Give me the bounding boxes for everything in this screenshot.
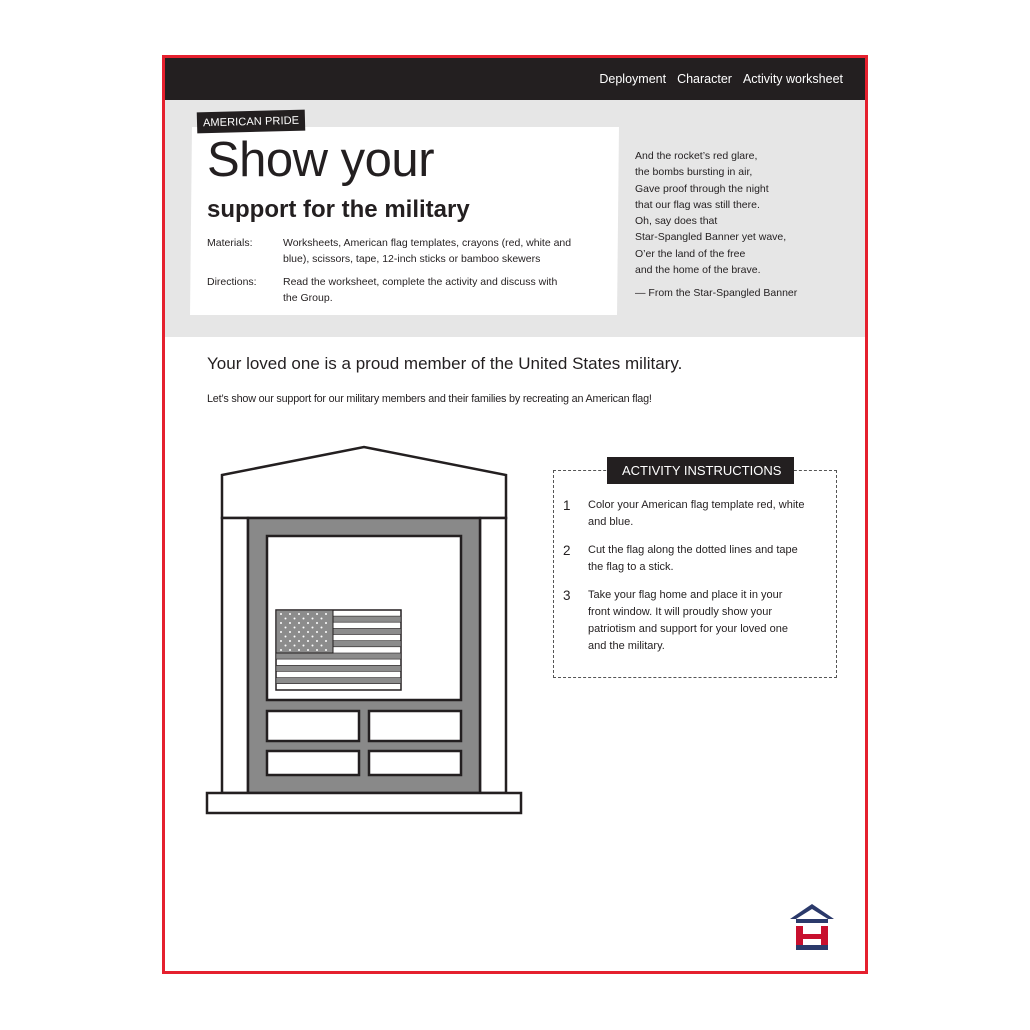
poem-line: Gave proof through the night xyxy=(635,182,769,195)
instructions-title: ACTIVITY INSTRUCTIONS xyxy=(607,457,794,484)
poem-line: the bombs bursting in air, xyxy=(635,166,753,179)
poem-quote xyxy=(635,148,797,302)
materials-row xyxy=(207,235,573,267)
page-subtitle: support for the military xyxy=(207,196,470,223)
section-heading: Your loved one is a proud member of the United States military. xyxy=(207,354,683,373)
intro-text: Let’s show our support for our military members and their families by recreating an American flag! xyxy=(207,393,652,405)
nav-item-deployment[interactable]: Deployment xyxy=(599,72,667,86)
house-logo-icon xyxy=(788,902,836,952)
directions-value: Read the worksheet, complete the activity and discuss with the Group. xyxy=(283,276,558,304)
instruction-step xyxy=(563,542,808,576)
materials-label: Materials: xyxy=(207,237,253,249)
nav-item-character[interactable]: Character xyxy=(677,72,732,86)
materials-value: Worksheets, American flag templates, crayons (red, white and blue), scissors, tape, 12-inch sticks or bamboo skewers xyxy=(283,237,572,265)
step-text: Take your flag home and place it in your front window. It will proudly show your patriotism and support for your loved one and the military. xyxy=(588,589,788,652)
page-title: Show your xyxy=(207,133,435,187)
instruction-step xyxy=(563,587,803,655)
poem-citation: — From the Star-Spangled Banner xyxy=(635,287,798,300)
step-number: 3 xyxy=(563,588,571,603)
step-text: Cut the flag along the dotted lines and tape the flag to a stick. xyxy=(588,544,798,573)
directions-row xyxy=(207,274,573,306)
poem-line: O’er the land of the free xyxy=(635,247,746,260)
worksheet-page xyxy=(162,55,868,974)
poem-line: And the rocket’s red glare, xyxy=(635,150,758,162)
nav-item-activity-worksheet[interactable]: Activity worksheet xyxy=(742,72,843,86)
instruction-step xyxy=(563,497,808,531)
top-nav xyxy=(165,58,865,100)
step-text: Color your American flag template red, white and blue. xyxy=(588,499,805,528)
poem-line: and the home of the brave. xyxy=(635,264,761,277)
poem-line: that our flag was still there. xyxy=(635,198,760,211)
step-number: 1 xyxy=(563,498,571,513)
poem-line: Oh, say does that xyxy=(635,215,718,228)
window-with-flag-icon xyxy=(203,443,525,817)
directions-label: Directions: xyxy=(207,276,257,288)
category-tag: AMERICAN PRIDE xyxy=(197,110,306,134)
poem-line: Star-Spangled Banner yet wave, xyxy=(635,231,787,244)
step-number: 2 xyxy=(563,543,571,558)
